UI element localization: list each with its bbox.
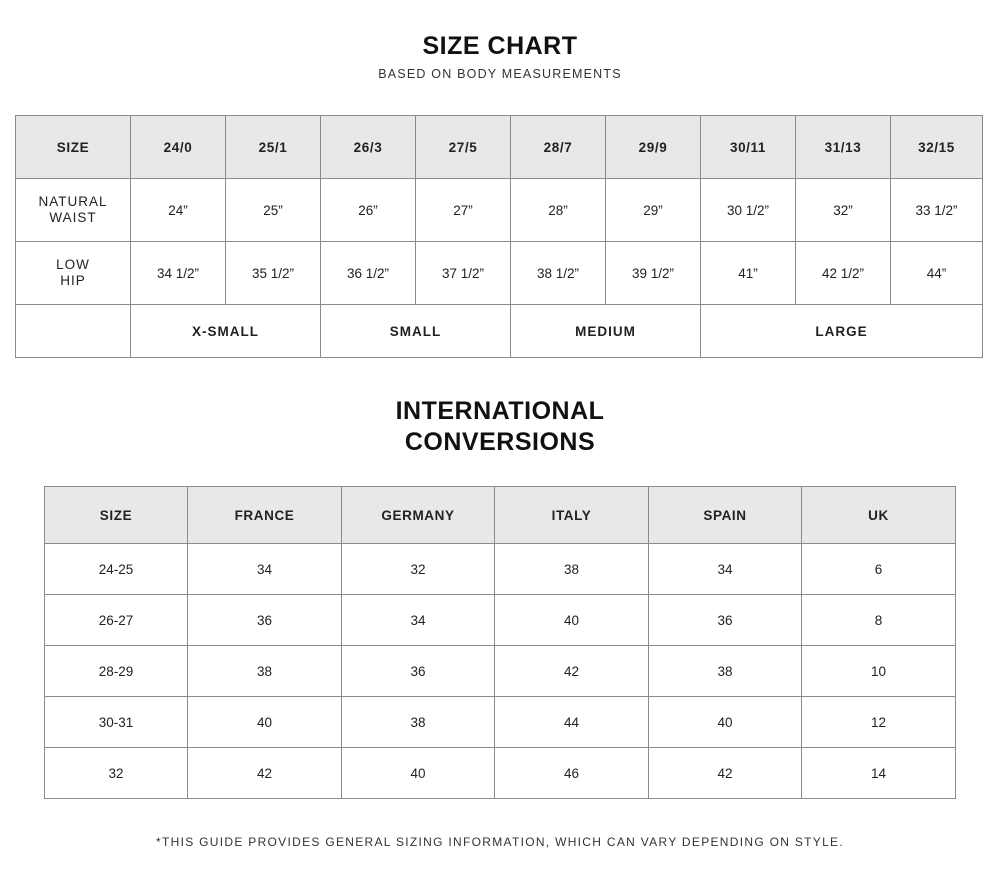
- size-group-empty-cell: [16, 305, 131, 358]
- low-hip-value: 44”: [891, 242, 983, 305]
- conversions-table: [44, 486, 956, 799]
- low-hip-value: 34 1/2”: [131, 242, 226, 305]
- table-cell: 42: [188, 748, 342, 799]
- table-cell: 26-27: [45, 595, 188, 646]
- table-cell: 40: [649, 697, 802, 748]
- table-row: [45, 748, 956, 799]
- table-cell: 34: [188, 544, 342, 595]
- table-cell: 36: [188, 595, 342, 646]
- natural-waist-value: 32”: [796, 179, 891, 242]
- size-group-medium: MEDIUM: [511, 305, 701, 358]
- table-cell: 32: [342, 544, 495, 595]
- size-group-xsmall: X-SMALL: [131, 305, 321, 358]
- table-cell: 24-25: [45, 544, 188, 595]
- size-chart-subtitle: BASED ON BODY MEASUREMENTS: [378, 67, 622, 81]
- table-cell: 6: [802, 544, 956, 595]
- table-cell: 38: [495, 544, 649, 595]
- table-cell: 40: [342, 748, 495, 799]
- low-hip-value: 36 1/2”: [321, 242, 416, 305]
- conversions-header-germany: GERMANY: [342, 487, 495, 544]
- table-cell: 42: [649, 748, 802, 799]
- natural-waist-value: 33 1/2”: [891, 179, 983, 242]
- low-hip-value: 39 1/2”: [606, 242, 701, 305]
- table-cell: 38: [342, 697, 495, 748]
- size-group-small: SMALL: [321, 305, 511, 358]
- table-cell: 12: [802, 697, 956, 748]
- table-cell: 40: [188, 697, 342, 748]
- size-header-cell: 30/11: [701, 116, 796, 179]
- table-cell: 10: [802, 646, 956, 697]
- natural-waist-row: [16, 179, 983, 242]
- low-hip-value: 41”: [701, 242, 796, 305]
- footnote: *THIS GUIDE PROVIDES GENERAL SIZING INFORMATION, WHICH CAN VARY DEPENDING ON STYLE.: [156, 835, 844, 849]
- table-cell: 42: [495, 646, 649, 697]
- low-hip-value: 35 1/2”: [226, 242, 321, 305]
- natural-waist-value: 28”: [511, 179, 606, 242]
- low-hip-row: [16, 242, 983, 305]
- low-hip-value: 38 1/2”: [511, 242, 606, 305]
- natural-waist-value: 25”: [226, 179, 321, 242]
- size-header-cell: 32/15: [891, 116, 983, 179]
- size-header-cell: 29/9: [606, 116, 701, 179]
- conversions-header-row: [45, 487, 956, 544]
- table-cell: 36: [342, 646, 495, 697]
- conversions-title-line2: CONVERSIONS: [404, 428, 596, 456]
- low-hip-value: 42 1/2”: [796, 242, 891, 305]
- table-cell: 36: [649, 595, 802, 646]
- table-cell: 38: [649, 646, 802, 697]
- size-header-cell: 26/3: [321, 116, 416, 179]
- table-row: [45, 544, 956, 595]
- size-header-cell: 27/5: [416, 116, 511, 179]
- natural-waist-value: 29”: [606, 179, 701, 242]
- table-cell: 34: [342, 595, 495, 646]
- table-cell: 44: [495, 697, 649, 748]
- low-hip-label-line2: HIP: [60, 273, 86, 288]
- table-cell: 8: [802, 595, 956, 646]
- table-cell: 14: [802, 748, 956, 799]
- natural-waist-label: [16, 179, 131, 242]
- size-header-cell: 28/7: [511, 116, 606, 179]
- table-cell: 38: [188, 646, 342, 697]
- size-chart-table: [15, 115, 983, 358]
- table-cell: 32: [45, 748, 188, 799]
- natural-waist-value: 27”: [416, 179, 511, 242]
- size-header-cell: 31/13: [796, 116, 891, 179]
- conversions-header-size: SIZE: [45, 487, 188, 544]
- low-hip-value: 37 1/2”: [416, 242, 511, 305]
- low-hip-label-line1: LOW: [56, 257, 90, 272]
- conversions-header-uk: UK: [802, 487, 956, 544]
- conversions-header-italy: ITALY: [495, 487, 649, 544]
- natural-waist-label-line1: NATURAL: [38, 194, 108, 209]
- low-hip-label: [16, 242, 131, 305]
- size-header-label: SIZE: [16, 116, 131, 179]
- natural-waist-label-line2: WAIST: [49, 210, 97, 225]
- size-group-large: LARGE: [701, 305, 983, 358]
- natural-waist-value: 26”: [321, 179, 416, 242]
- size-header-cell: 24/0: [131, 116, 226, 179]
- table-row: [45, 646, 956, 697]
- table-cell: 34: [649, 544, 802, 595]
- table-cell: 28-29: [45, 646, 188, 697]
- conversions-title: [0, 396, 1000, 458]
- size-group-row: [16, 305, 983, 358]
- size-header-cell: 25/1: [226, 116, 321, 179]
- table-row: [45, 697, 956, 748]
- size-chart-title: SIZE CHART: [422, 32, 578, 60]
- size-header-row: [16, 116, 983, 179]
- table-row: [45, 595, 956, 646]
- natural-waist-value: 30 1/2”: [701, 179, 796, 242]
- conversions-header-france: FRANCE: [188, 487, 342, 544]
- conversions-header-spain: SPAIN: [649, 487, 802, 544]
- table-cell: 40: [495, 595, 649, 646]
- conversions-title-line1: INTERNATIONAL: [395, 397, 605, 425]
- natural-waist-value: 24”: [131, 179, 226, 242]
- table-cell: 30-31: [45, 697, 188, 748]
- table-cell: 46: [495, 748, 649, 799]
